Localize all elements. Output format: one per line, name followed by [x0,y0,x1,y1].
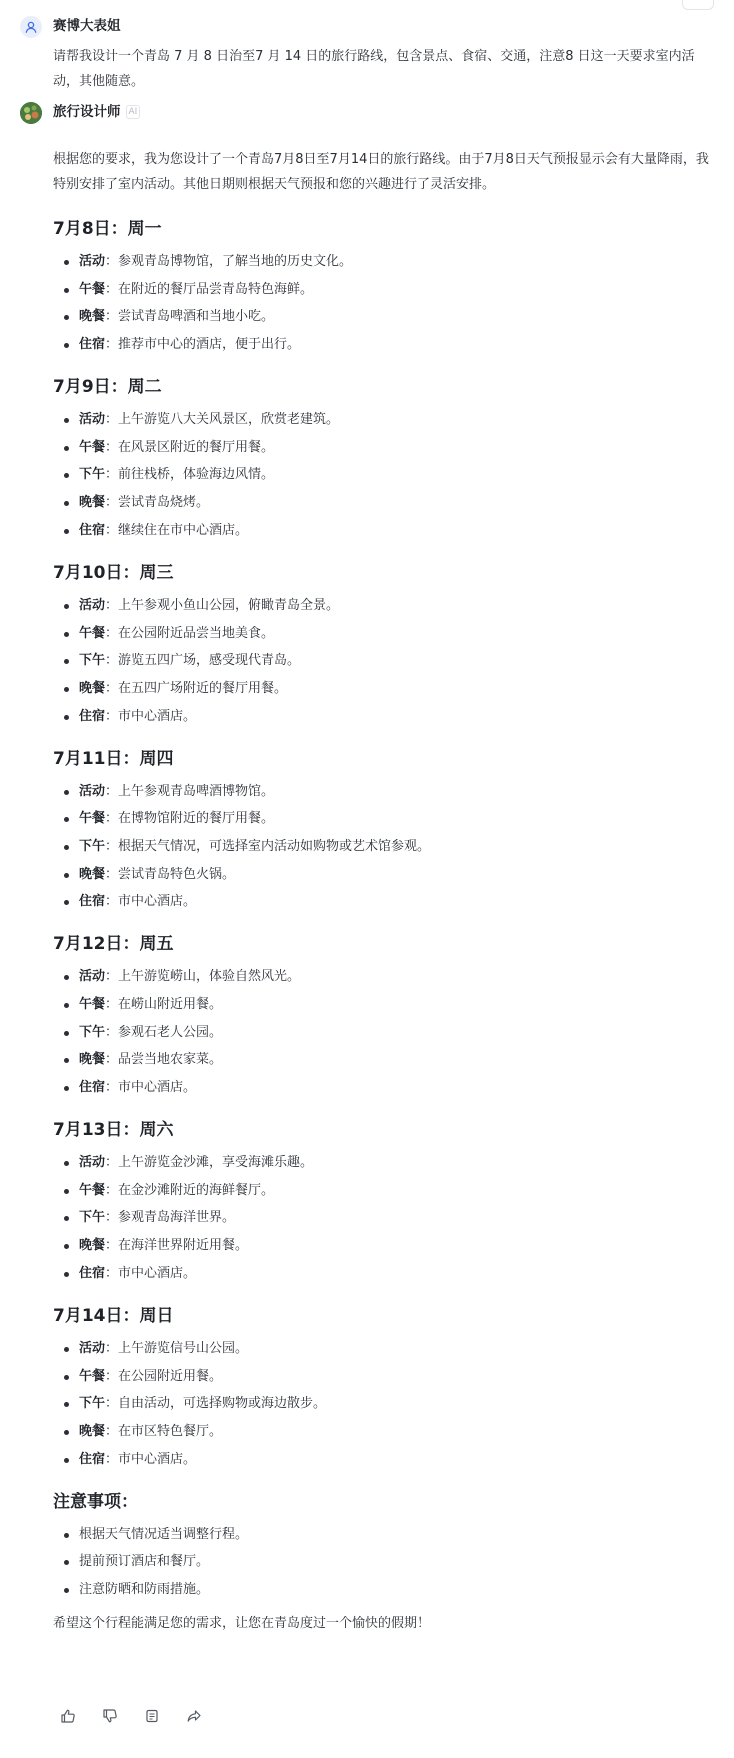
list-item [53,707,713,727]
item-key: 活动 [79,254,106,269]
list-item [53,280,713,300]
item-text: ：参观青岛海洋世界。 [105,1210,236,1226]
day-section [53,217,713,355]
item-key: 晚餐 [79,1423,106,1439]
list-item [53,438,713,458]
item-key: 晚餐 [79,309,106,325]
item-key: 下午 [79,1024,106,1040]
notes-heading: 注意事项： [53,1491,138,1512]
item-key: 活动 [79,969,106,985]
item-key: 活动 [79,412,106,428]
item-key: 住宿 [79,708,106,724]
list-item [53,1367,713,1387]
item-text: ：在金沙滩附近的海鲜餐厅。 [105,1182,275,1198]
list-item [53,1208,713,1228]
item-text: ：上午游览信号山公园。 [105,1340,249,1356]
day-items [53,1339,713,1470]
item-key: 晚餐 [79,680,106,696]
item-text: ：市中心酒店。 [105,1265,197,1281]
itinerary [53,217,713,1470]
list-item [53,679,713,699]
item-key: 下午 [79,838,106,854]
list-item [53,865,713,885]
item-key: 午餐 [79,439,106,455]
list-item [53,521,713,541]
item-key: 住宿 [79,522,106,538]
list-item [53,1339,713,1359]
item-key: 午餐 [79,1368,106,1384]
item-text: ：品尝当地农家菜。 [105,1052,223,1068]
share-icon [186,1708,202,1724]
item-text: ：在博物馆附近的餐厅用餐。 [105,811,275,827]
item-text: ：推荐市中心的酒店，便于出行。 [105,337,301,353]
item-key: 住宿 [79,1080,106,1096]
item-key: 活动 [79,1340,106,1356]
item-text: ：在五四广场附近的餐厅用餐。 [105,680,288,696]
item-key: 住宿 [79,1265,106,1281]
item-text: ：在风景区附近的餐厅用餐。 [105,439,275,455]
dislike-button[interactable] [100,1706,120,1726]
note-item: 根据天气情况适当调整行程。 [53,1525,713,1545]
like-icon [60,1708,76,1724]
list-item [53,651,713,671]
day-items [53,410,713,541]
user-avatar [20,16,42,38]
user-message-text: 请帮我设计一个青岛 7 月 8 日治至7 月 14 日的旅行路线，包含景点、食宿、交通，注意8 日这一天要求室内活动，其他随意。 [53,49,695,89]
copy-icon [144,1708,160,1724]
day-section [53,932,713,1098]
item-key: 下午 [79,653,106,669]
item-key: 活动 [79,783,106,799]
item-text: ：自由活动，可选择购物或海边散步。 [105,1396,327,1412]
item-key: 晚餐 [79,1052,106,1068]
list-item [53,967,713,987]
message-actions [58,1706,204,1726]
item-key: 晚餐 [79,495,106,511]
item-text: ：参观石老人公园。 [105,1024,223,1040]
list-item [53,596,713,616]
day-heading: 7月10日：周三 [53,562,174,583]
day-section [53,1118,713,1284]
day-items [53,967,713,1098]
item-text: ：在崂山附近用餐。 [105,997,223,1012]
list-item [53,465,713,485]
item-key: 住宿 [79,1451,106,1467]
item-text: ：上午游览八大关风景区，欣赏老建筑。 [105,412,340,428]
list-item [53,307,713,327]
list-item [53,335,713,355]
dislike-icon [102,1708,118,1724]
list-item [53,1264,713,1284]
list-item [53,782,713,802]
item-text: ：尝试青岛特色火锅。 [105,866,236,882]
assistant-name: 旅行设计师 [53,104,121,120]
item-key: 住宿 [79,894,106,910]
user-icon [24,20,38,34]
item-text: ：上午参观青岛啤酒博物馆。 [105,783,275,799]
item-text: ：前往栈桥，体验海边风情。 [105,467,275,483]
list-item [53,624,713,644]
day-items [53,782,713,913]
share-button[interactable] [184,1706,204,1726]
item-key: 午餐 [79,1182,106,1198]
item-key: 晚餐 [79,866,106,882]
item-text: ：尝试青岛烧烤。 [105,495,210,511]
day-section [53,747,713,913]
list-item [53,995,713,1015]
item-key: 下午 [79,1210,106,1226]
list-item [53,493,713,513]
day-heading: 7月8日：周一 [53,219,162,239]
day-section [53,1304,713,1470]
item-text: ：游览五四广场，感受现代青岛。 [105,653,301,669]
item-text: ：市中心酒店。 [105,1080,197,1096]
item-text: ：市中心酒店。 [105,894,197,910]
day-section [53,375,713,541]
day-heading: 7月9日：周二 [53,377,162,398]
item-text: ：在公园附近用餐。 [105,1368,223,1384]
item-text: ：市中心酒店。 [105,1451,197,1467]
item-text: ：尝试青岛啤酒和当地小吃。 [105,309,275,325]
item-text: ：根据天气情况，可选择室内活动如购物或艺术馆参观。 [105,838,431,854]
item-text: ：上午游览崂山，体验自然风光。 [105,969,301,985]
item-text: ：上午参观小鱼山公园，俯瞰青岛全景。 [105,597,340,613]
assistant-avatar [20,102,42,124]
item-text: ：参观青岛博物馆，了解当地的历史文化。 [105,254,353,269]
assistant-message-body [53,147,713,1634]
day-heading: 7月12日：周五 [53,934,174,955]
day-heading: 7月11日：周四 [53,748,174,769]
list-item [53,892,713,912]
list-item [53,410,713,430]
item-text: ：上午游览金沙滩，享受海滩乐趣。 [105,1155,314,1171]
notes-list [53,1525,713,1600]
list-item [53,252,713,272]
day-heading: 7月13日：周六 [53,1120,174,1141]
item-key: 下午 [79,467,106,483]
list-item [53,1450,713,1470]
day-items [53,252,713,355]
item-text: ：继续住在市中心酒店。 [105,522,249,538]
list-item [53,837,713,857]
user-name: 赛博大表姐 [53,18,121,34]
item-key: 活动 [79,597,106,613]
item-key: 午餐 [79,811,106,827]
ai-badge: AI [126,105,141,119]
day-items [53,1153,713,1284]
assistant-name-row [53,102,140,122]
list-item [53,809,713,829]
list-item [53,1394,713,1414]
list-item [53,1181,713,1201]
item-key: 活动 [79,1155,106,1171]
closing-text: 希望这个行程能满足您的需求，让您在青岛度过一个愉快的假期！ [53,1615,431,1631]
list-item [53,1422,713,1442]
copy-button[interactable] [142,1706,162,1726]
item-text: ：在附近的餐厅品尝青岛特色海鲜。 [105,281,314,297]
note-item: 注意防晒和防雨措施。 [53,1580,713,1600]
item-key: 午餐 [79,281,106,297]
list-item [53,1236,713,1256]
scroll-corner-button[interactable] [682,0,714,10]
item-text: ：市中心酒店。 [105,708,197,724]
assistant-avatar-icon [20,102,42,124]
list-item [53,1023,713,1043]
list-item [53,1153,713,1173]
list-item [53,1078,713,1098]
intro-text: 根据您的要求，我为您设计了一个青岛7月8日至7月14日的旅行路线。由于7月8日天气预报显示会有大量降雨，我特别安排了室内活动。其他日期则根据天气预报和您的兴趣进行了灵活安排。 [53,152,709,192]
like-button[interactable] [58,1706,78,1726]
item-key: 下午 [79,1396,106,1412]
item-key: 午餐 [79,625,106,641]
item-key: 住宿 [79,337,106,353]
list-item [53,1050,713,1070]
day-section [53,561,713,727]
item-text: ：在公园附近品尝当地美食。 [105,625,275,641]
item-key: 晚餐 [79,1238,106,1254]
note-item: 提前预订酒店和餐厅。 [53,1552,713,1572]
item-text: ：在海洋世界附近用餐。 [105,1238,249,1254]
notes-section [53,1490,713,1600]
day-items [53,596,713,727]
item-text: ：在市区特色餐厅。 [105,1423,223,1439]
item-key: 午餐 [79,997,106,1012]
day-heading: 7月14日：周日 [53,1305,174,1326]
